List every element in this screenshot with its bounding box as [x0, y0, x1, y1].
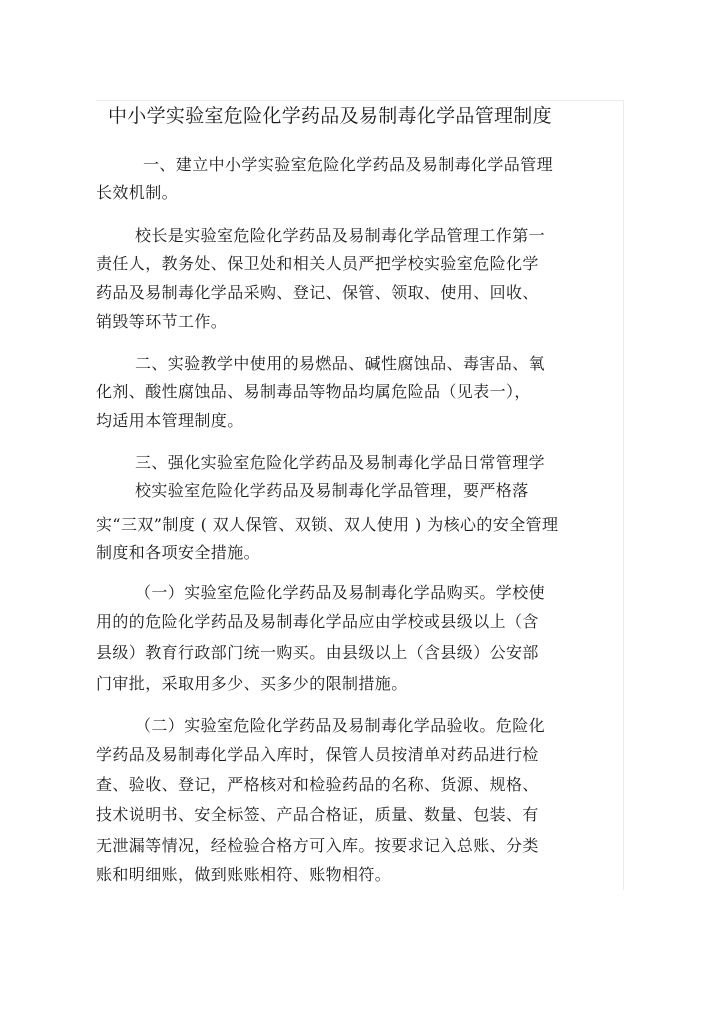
text-line: 二、实验教学中使用的易燃品、碱性腐蚀品、毒害品、氧 — [135, 354, 546, 373]
text-line: 账和明细账，做到账账相符、账物相符。 — [96, 865, 392, 884]
text-line: 销毁等环节工作。 — [96, 312, 228, 331]
text-line: 责任人，教务处、保卫处和相关人员严把学校实验室危险化学 — [96, 254, 539, 273]
text-line: （一）实验室危险化学药品及易制毒化学品购买。学校使 — [135, 583, 546, 602]
text-line: 长效机制。 — [96, 183, 179, 202]
page-right-border — [623, 100, 624, 890]
text-line: 化剂、酸性腐蚀品、易制毒品等物品均属危险品（见表一）， — [96, 382, 531, 401]
text-line: 学药品及易制毒化学品入库时，保管人员按清单对药品进行检 — [96, 745, 539, 764]
text-line: 用的的危险化学药品及易制毒化学品应由学校或县级以上（含 — [96, 612, 539, 631]
text-line: 查、验收、登记，严格核对和检验药品的名称、货源、规格、 — [96, 775, 539, 794]
text-line: 实“三双”制度 ( 双人保管、双锁、双人使用 ) 为核心的安全管理 — [96, 515, 559, 534]
text-line: 技术说明书、安全标签、产品合格证，质量、数量、包装、有 — [96, 805, 539, 824]
text-line: 制度和各项安全措施。 — [96, 543, 261, 562]
text-line: 均适用本管理制度。 — [96, 411, 244, 430]
text-line: 校实验室危险化学药品及易制毒化学品管理，要严格落 — [135, 481, 529, 500]
text-line: 门审批，采取用多少、买多少的限制措施。 — [96, 674, 408, 693]
text-line: 药品及易制毒化学品采购、登记、保管、领取、使用、回收、 — [96, 283, 539, 302]
text-line: （二）实验室危险化学药品及易制毒化学品验收。危险化 — [135, 716, 546, 735]
text-line: 一、建立中小学实验室危险化学药品及易制毒化学品管理 — [143, 155, 554, 174]
document-title: 中小学实验室危险化学药品及易制毒化学品管理制度 — [108, 105, 552, 127]
text-line: 县级）教育行政部门统一购买。由县级以上（含县级）公安部 — [96, 643, 539, 662]
text-line: 校长是实验室危险化学药品及易制毒化学品管理工作第一 — [135, 226, 546, 245]
text-line: 三、强化实验室危险化学药品及易制毒化学品日常管理学 — [135, 453, 546, 472]
text-line: 无泄漏等情况，经检验合格方可入库。按要求记入总账、分类 — [96, 836, 539, 855]
